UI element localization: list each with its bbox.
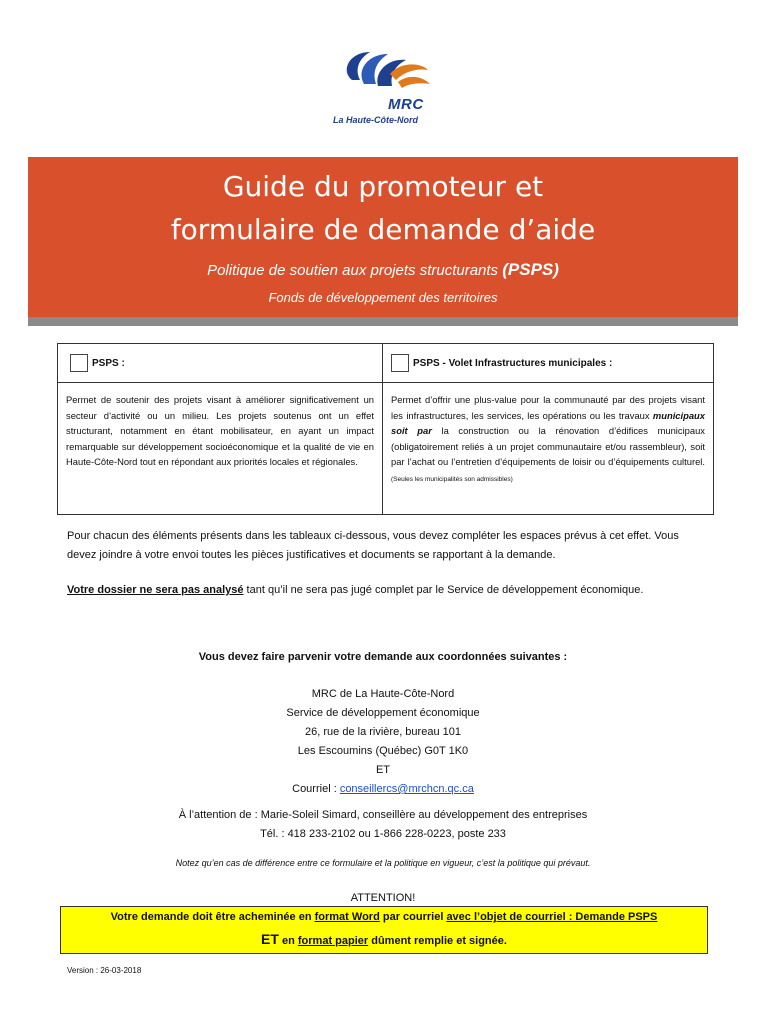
psps-infra-column	[383, 344, 713, 514]
psps-infra-description	[391, 392, 705, 487]
address-line: ET	[375, 764, 391, 776]
psps-infra-label: PSPS - Volet Infrastructures municipales :	[413, 358, 613, 369]
submission-text: en	[278, 935, 298, 947]
psps-infra-header	[383, 344, 713, 383]
policy-note: Notez qu’en cas de différence entre ce formulaire et la politique en vigueur, c’est la politique qui prévaut.	[175, 858, 591, 868]
attention-heading: ATTENTION!	[350, 892, 416, 904]
infra-text-part2: la construction ou la rénovation d’édifices municipaux (obligatoirement reliés à un projet communautaire et/ou rassembleur), soit par l’achat ou l’entretien d’équipements de loisir ou d’équipements culturel.	[391, 425, 705, 467]
psps-header	[58, 344, 382, 383]
submission-text: Votre demande doit être acheminée en	[110, 911, 315, 923]
version-label: Version : 26-03-2018	[67, 966, 142, 975]
analysis-warning-emphasis: Votre dossier ne sera pas analysé	[67, 584, 244, 596]
submission-instructions-box	[60, 906, 708, 954]
address-line: Service de développement économique	[286, 707, 480, 719]
submission-format-word: format Word	[314, 911, 380, 923]
contact-block	[67, 806, 699, 844]
page-subtitle	[28, 260, 738, 280]
title-banner-shadow	[28, 317, 738, 326]
analysis-warning-paragraph	[67, 581, 699, 600]
psps-checkbox[interactable]	[70, 354, 88, 372]
address-block	[67, 685, 699, 799]
program-choice-table	[57, 343, 714, 515]
contact-phone: Tél. : 418 233-2102 ou 1-866 228-0223, poste 233	[260, 828, 506, 840]
psps-description: Permet de soutenir des projets visant à améliorer significativement un secteur d’activité ou un milieu. Les projets soutenus ont un effet structurant, notamment en étant mobilisateur, en ayant un impact remarquable sur développement socioéconomique et la qualité de vie en Haute-Côte-Nord tout en répondant aux priorités locales et régionales.	[66, 394, 374, 467]
email-line	[67, 780, 699, 799]
email-label: Courriel :	[292, 783, 340, 795]
page-title-line2: formulaire de demande d’aide	[170, 213, 596, 246]
send-heading: Vous devez faire parvenir votre demande aux coordonnées suivantes :	[198, 651, 568, 663]
page-title-line1: Guide du promoteur et	[222, 170, 544, 203]
submission-line1	[61, 911, 707, 923]
infra-text-emphasis: municipaux soit par	[391, 409, 705, 436]
address-line: Les Escoumins (Québec) G0T 1K0	[297, 745, 469, 757]
email-link[interactable]: conseillercs@mrchcn.qc.ca	[339, 783, 474, 795]
submission-line2	[61, 931, 707, 947]
infra-eligibility-note: (Seules les municipalités son admissibles)	[391, 475, 513, 483]
psps-label: PSPS :	[92, 358, 125, 369]
submission-et: ET	[261, 931, 279, 947]
psps-infra-checkbox[interactable]	[391, 354, 409, 372]
psps-column	[58, 344, 383, 514]
submission-text: dûment remplie et signée.	[368, 935, 507, 947]
subtitle-text: Politique de soutien aux projets structurants	[207, 262, 499, 279]
submission-format-paper: format papier	[297, 935, 369, 947]
submission-text: par courriel	[379, 911, 447, 923]
fund-name: Fonds de développement des territoires	[268, 290, 498, 305]
subtitle-abbr: (PSPS)	[502, 260, 559, 279]
submission-subject: avec l’objet de courriel : Demande PSPS	[446, 911, 658, 923]
analysis-warning-rest: tant qu’il ne sera pas jugé complet par le Service de développement économique.	[243, 584, 644, 596]
infra-text-part1: Permet d’offrir une plus-value pour la communauté par des projets visant les infrastructures, les services, les opérations ou les travaux	[391, 394, 705, 421]
contact-person: À l’attention de : Marie-Soleil Simard, conseillère au développement des entreprises	[178, 809, 588, 821]
address-line: 26, rue de la rivière, bureau 101	[305, 726, 461, 738]
logo-region-text: La Haute-Côte-Nord	[333, 115, 418, 125]
instructions-paragraph: Pour chacun des éléments présents dans les tableaux ci-dessous, vous devez compléter les espaces prévus à cet effet. Vous devez joindre à votre envoi toutes les pièces justificatives et documents se rapportant à la demande.	[67, 530, 679, 561]
address-line: MRC de La Haute-Côte-Nord	[311, 688, 455, 700]
logo-mrc-text: MRC	[388, 96, 424, 113]
